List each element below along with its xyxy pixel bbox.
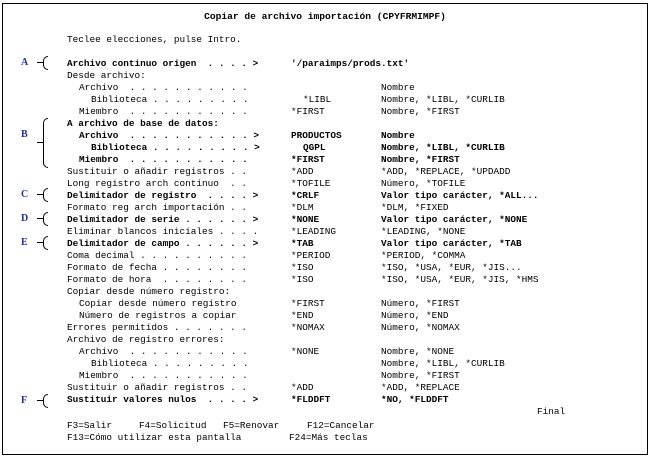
marker-c: C [21,189,29,200]
param-value-field[interactable]: *NONE [291,214,320,225]
allowed-values: *NO, *FLDDFT [381,394,449,405]
param-label: Formato de fecha . . . . . . . . [67,262,248,273]
allowed-values: *ADD, *REPLACE [381,382,460,393]
f13-key[interactable]: F13=Cómo utilizar esta pantalla [67,432,242,443]
param-value-field[interactable]: *TOFILE [291,178,331,189]
param-value-field[interactable]: *NONE [291,346,320,357]
param-value-field[interactable]: *LIBL [303,94,332,105]
param-value-field[interactable]: *LEADING [291,226,337,237]
param-label: Archivo . . . . . . . . . . . [79,82,248,93]
param-value-field[interactable]: *ISO [291,262,314,273]
param-value-field[interactable]: *ADD [291,166,314,177]
param-label: Delimitador de serie . . . . . . > [67,214,259,225]
allowed-values: Nombre, *FIRST [381,370,460,381]
param-label: Coma decimal . . . . . . . . . . [67,250,248,261]
f12-key[interactable]: F12=Cancelar [307,420,375,431]
param-label: Miembro . . . . . . . . . . . [79,106,248,117]
bracket-b [43,118,48,168]
f24-key[interactable]: F24=Más teclas [289,432,368,443]
bracket-a [43,56,48,70]
allowed-values: Valor tipo carácter, *NONE [381,214,528,225]
f3-key[interactable]: F3=Salir [67,420,113,431]
section-label: Archivo de registro errores: [67,334,225,345]
allowed-values: Nombre, *LIBL, *CURLIB [381,142,505,153]
param-label: Biblioteca . . . . . . . . . [91,94,249,105]
allowed-values: Nombre, *LIBL, *CURLIB [381,358,505,369]
param-value-field[interactable]: *TAB [291,238,314,249]
allowed-values: Nombre, *LIBL, *CURLIB [381,94,505,105]
param-value-field[interactable]: *FIRST [291,298,325,309]
allowed-values: Número, *FIRST [381,298,460,309]
param-label: Archivo . . . . . . . . . . . [79,346,248,357]
allowed-values: *ISO, *USA, *EUR, *JIS, *HMS [381,274,539,285]
allowed-values: Valor tipo carácter, *ALL... [381,190,539,201]
param-label: Eliminar blancos iniciales . . . . [67,226,259,237]
section-label: Desde archivo: [67,70,146,81]
param-value-field[interactable]: *END [291,310,314,321]
bracket-f [43,394,48,408]
param-label: Long registro arch continuo . . [67,178,248,189]
command-prompt-screen [2,3,648,455]
param-value-field[interactable]: *PERIOD [291,250,331,261]
param-label: Miembro . . . . . . . . . . . [79,154,248,165]
param-label: Formato de hora . . . . . . . . [67,274,248,285]
allowed-values: Nombre, *NONE [381,346,455,357]
allowed-values: Nombre [381,130,415,141]
allowed-values: Valor tipo carácter, *TAB [381,238,522,249]
f5-key[interactable]: F5=Renovar [223,420,280,431]
param-label: Archivo continuo origen . . . . > [67,58,259,69]
marker-e: E [21,237,28,248]
param-value-field[interactable]: *NOMAX [291,322,325,333]
param-label: Formato reg arch importación . . [67,202,248,213]
param-label: Biblioteca . . . . . . . . . [91,358,249,369]
param-value-field[interactable]: *FIRST [291,154,325,165]
bracket-e [43,236,48,250]
screen-title: Copiar de archivo importación (CPYFRMIMPF) [204,11,446,22]
allowed-values: Número, *NOMAX [381,322,460,333]
marker-d: D [21,213,29,224]
bracket-c [43,188,48,202]
allowed-values: Nombre, *FIRST [381,154,460,165]
instructions: Teclee elecciones, pulse Intro. [67,34,242,45]
allowed-values: Número, *TOFILE [381,178,466,189]
param-label: Sustituir o añadir registros . . [67,382,248,393]
param-label: Delimitador de campo . . . . . . > [67,238,259,249]
param-value-field[interactable]: PRODUCTOS [291,130,342,141]
param-label: Número de registros a copiar [79,310,237,321]
param-value-field[interactable]: *DLM [291,202,314,213]
allowed-values: Nombre [381,82,415,93]
allowed-values: *LEADING, *NONE [381,226,466,237]
allowed-values: *DLM, *FIXED [381,202,449,213]
allowed-values: *PERIOD, *COMMA [381,250,466,261]
param-value-field[interactable]: QGPL [303,142,326,153]
param-label: Miembro . . . . . . . . . . . [79,370,248,381]
marker-a: A [21,57,29,68]
param-label: Biblioteca . . . . . . . . . > [91,142,260,153]
section-label: A archivo de base de datos: [67,118,219,129]
allowed-values: *ADD, *REPLACE, *UPDADD [381,166,511,177]
param-label: Sustituir valores nulos . . . . > [67,394,259,405]
allowed-values: Nombre, *FIRST [381,106,460,117]
param-label: Sustituir o añadir registros . . [67,166,248,177]
param-label: Errores permitidos . . . . . . . [67,322,248,333]
param-value-field[interactable]: *FIRST [291,106,325,117]
allowed-values: Número, *END [381,310,449,321]
param-value-field[interactable]: *CRLF [291,190,320,201]
param-value-field[interactable]: *ISO [291,274,314,285]
f4-key[interactable]: F4=Solicitud [139,420,207,431]
marker-b: B [21,129,28,140]
more-indicator: Final [537,406,566,417]
param-value-field[interactable]: '/paraimps/prods.txt' [291,58,410,69]
param-label: Archivo . . . . . . . . . . . > [79,130,260,141]
param-value-field[interactable]: *FLDDFT [291,394,331,405]
param-value-field[interactable]: *ADD [291,382,314,393]
allowed-values: *ISO, *USA, *EUR, *JIS... [381,262,522,273]
marker-f: F [21,395,28,406]
bracket-d [43,212,48,226]
section-label: Copiar desde número registro: [67,286,231,297]
param-label: Delimitador de registro . . . . > [67,190,259,201]
param-label: Copiar desde número registro [79,298,237,309]
